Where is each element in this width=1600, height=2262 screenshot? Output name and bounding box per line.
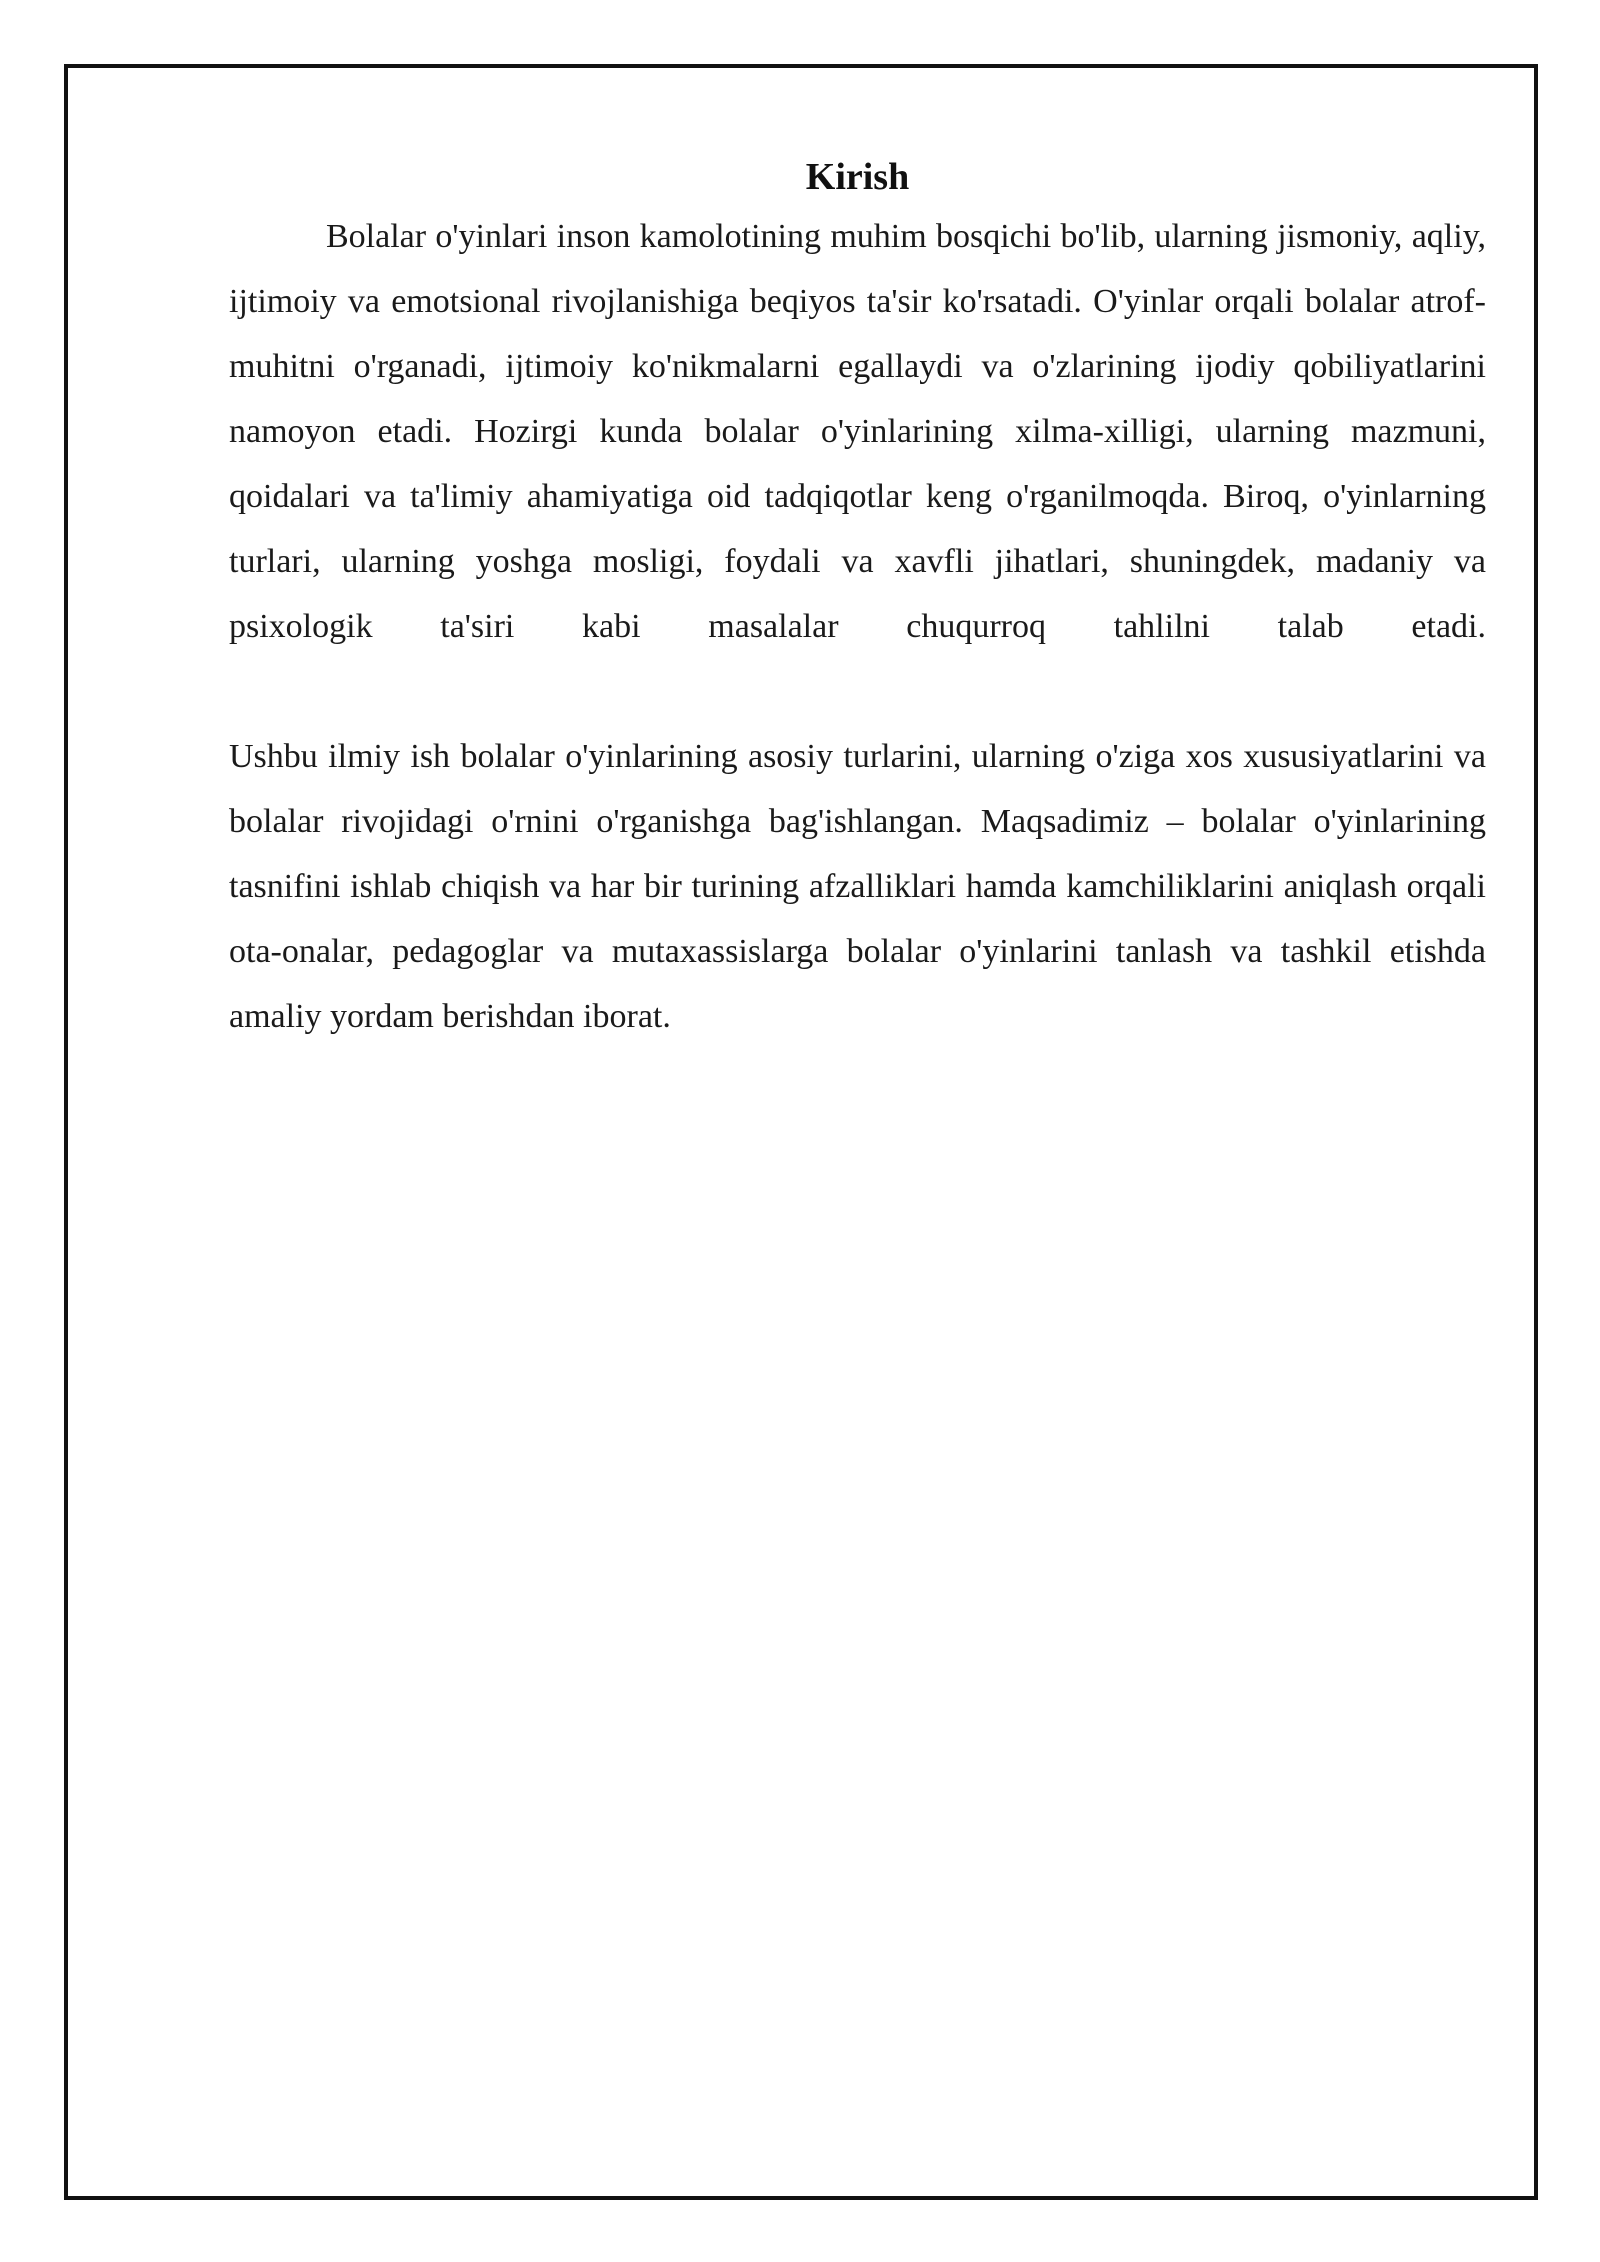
section-title: Kirish [805, 156, 910, 198]
paragraph-purpose: Ushbu ilmiy ish bolalar o'yinlarining asosiy turlarini, ularning o'ziga xos xususiyatlarini va bolalar rivojidagi o'rnini o'rganishga bag'ishlangan. Maqsadimiz – bolalar o'yinlarining tasnifini ishlab chiqish va har bir turining afzalliklari hamda kamchiliklarini aniqlash orqali ota-onalar, pedagoglar va mutaxassislarga bolalar o'yinlarini tanlash va tashkil etishda amaliy yordam berishdan iborat. [229, 738, 1486, 1035]
paragraph-intro: Bolalar o'yinlari inson kamolotining muhim bosqichi bo'lib, ularning jismoniy, aqliy, ijtimoiy va emotsional rivojlanishiga beqiyos ta'sir ko'rsatadi. O'yinlar orqali bolalar atrof-muhitni o'rganadi, ijtimoiy ko'nikmalarni egallaydi va o'zlarining ijodiy qobiliyatlarini namoyon etadi. Hozirgi kunda bolalar o'yinlarining xilma-xilligi, ularning mazmuni, qoidalari va ta'limiy ahamiyatiga oid tadqiqotlar keng o'rganilmoqda. Biroq, o'yinlarning turlari, ularning yoshga mosligi, foydali va xavfli jihatlari, shuningdek, madaniy va psixologik ta'siri kabi masalalar chuqurroq tahlilni talab etadi. [229, 218, 1486, 645]
document-body [229, 150, 1486, 1049]
